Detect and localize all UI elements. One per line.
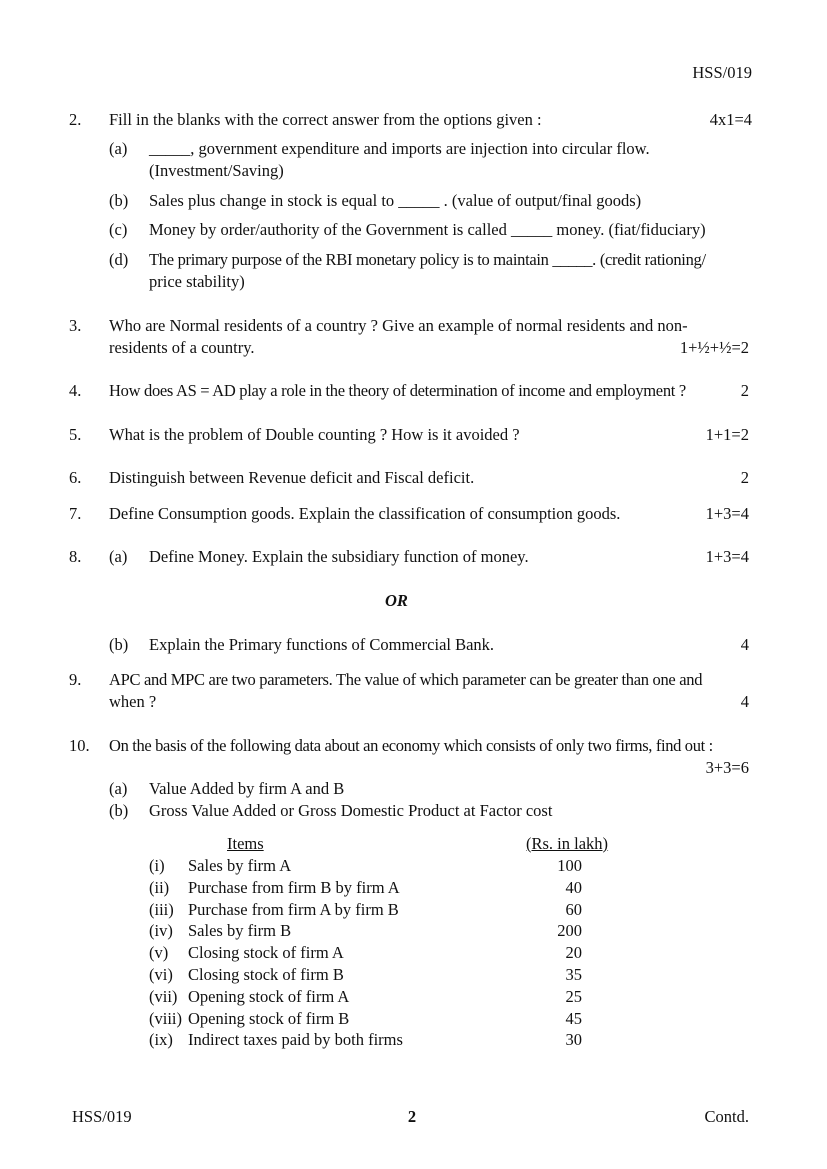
question-number: 3. bbox=[69, 316, 82, 335]
row-item: Opening stock of firm A bbox=[188, 987, 350, 1006]
part-label: (b) bbox=[109, 801, 129, 820]
row-number: (iv) bbox=[149, 921, 173, 940]
part-text: The primary purpose of the RBI monetary policy is to maintain _____. (credit rationing/ bbox=[149, 250, 706, 269]
part-label: (c) bbox=[109, 220, 128, 239]
part-label: (b) bbox=[109, 635, 129, 654]
table-header-value: (Rs. in lakh) bbox=[526, 834, 609, 853]
row-number: (i) bbox=[149, 856, 165, 875]
page-number: 2 bbox=[407, 1107, 417, 1126]
question-marks: 1+½+½=2 bbox=[679, 338, 749, 357]
row-item: Indirect taxes paid by both firms bbox=[188, 1030, 403, 1049]
part-text: Money by order/authority of the Government is called _____ money. (fiat/fiduciary) bbox=[149, 220, 706, 239]
part-text: _____, government expenditure and imports are injection into circular flow. bbox=[149, 139, 650, 158]
question-text: Distinguish between Revenue deficit and Fiscal deficit. bbox=[109, 468, 475, 487]
row-value: 40 bbox=[565, 878, 582, 897]
row-value: 200 bbox=[557, 921, 582, 940]
question-marks: 2 bbox=[740, 468, 749, 487]
question-number: 10. bbox=[69, 736, 90, 755]
question-text: On the basis of the following data about an economy which consists of only two firms, find out : bbox=[109, 736, 713, 755]
question-marks: 4 bbox=[740, 692, 749, 711]
part-label: (b) bbox=[109, 191, 129, 210]
footer-code: HSS/019 bbox=[72, 1107, 132, 1126]
question-number: 6. bbox=[69, 468, 82, 487]
part-text: Define Money. Explain the subsidiary function of money. bbox=[149, 547, 529, 566]
question-text: What is the problem of Double counting ? How is it avoided ? bbox=[109, 425, 520, 444]
table-header-items: Items bbox=[227, 834, 264, 853]
question-marks: 1+3=4 bbox=[705, 504, 749, 523]
question-marks: 3+3=6 bbox=[705, 758, 749, 777]
question-text: Who are Normal residents of a country ? Give an example of normal residents and non- bbox=[109, 316, 688, 335]
question-text-cont: when ? bbox=[109, 692, 157, 711]
row-item: Purchase from firm A by firm B bbox=[188, 900, 399, 919]
row-number: (ii) bbox=[149, 878, 170, 897]
row-value: 25 bbox=[565, 987, 582, 1006]
row-number: (vi) bbox=[149, 965, 173, 984]
part-text: Gross Value Added or Gross Domestic Product at Factor cost bbox=[149, 801, 553, 820]
question-marks: 4x1=4 bbox=[709, 110, 752, 129]
question-number: 8. bbox=[69, 547, 82, 566]
part-label: (a) bbox=[109, 139, 128, 158]
footer-contd: Contd. bbox=[704, 1107, 749, 1126]
question-text: How does AS = AD play a role in the theory of determination of income and employment ? bbox=[109, 381, 686, 400]
part-label: (d) bbox=[109, 250, 129, 269]
part-text-cont: price stability) bbox=[149, 272, 245, 291]
question-number: 9. bbox=[69, 670, 82, 689]
question-text-cont: residents of a country. bbox=[109, 338, 255, 357]
row-number: (v) bbox=[149, 943, 169, 962]
row-number: (ix) bbox=[149, 1030, 173, 1049]
question-marks: 1+3=4 bbox=[705, 547, 749, 566]
question-number: 7. bbox=[69, 504, 82, 523]
header-code: HSS/019 bbox=[692, 63, 752, 82]
row-item: Opening stock of firm B bbox=[188, 1009, 350, 1028]
part-text: Value Added by firm A and B bbox=[149, 779, 345, 798]
question-text: Define Consumption goods. Explain the classification of consumption goods. bbox=[109, 504, 621, 523]
row-item: Closing stock of firm A bbox=[188, 943, 344, 962]
row-item: Closing stock of firm B bbox=[188, 965, 344, 984]
or-divider: OR bbox=[385, 591, 408, 610]
question-text: Fill in the blanks with the correct answer from the options given : bbox=[109, 110, 542, 129]
question-marks: 2 bbox=[740, 381, 749, 400]
row-number: (viii) bbox=[149, 1009, 182, 1028]
question-number: 4. bbox=[69, 381, 82, 400]
part-label: (a) bbox=[109, 779, 128, 798]
question-marks: 4 bbox=[740, 635, 749, 654]
row-value: 60 bbox=[565, 900, 582, 919]
row-value: 100 bbox=[557, 856, 582, 875]
row-value: 20 bbox=[565, 943, 582, 962]
part-label: (a) bbox=[109, 547, 128, 566]
row-item: Purchase from firm B by firm A bbox=[188, 878, 400, 897]
part-text: Sales plus change in stock is equal to _____ . (value of output/final goods) bbox=[149, 191, 642, 210]
row-number: (vii) bbox=[149, 987, 178, 1006]
question-number: 5. bbox=[69, 425, 82, 444]
row-number: (iii) bbox=[149, 900, 174, 919]
part-text-cont: (Investment/Saving) bbox=[149, 161, 284, 180]
part-text: Explain the Primary functions of Commercial Bank. bbox=[149, 635, 495, 654]
row-item: Sales by firm A bbox=[188, 856, 292, 875]
row-value: 35 bbox=[565, 965, 582, 984]
question-number: 2. bbox=[69, 110, 82, 129]
row-value: 45 bbox=[565, 1009, 582, 1028]
question-marks: 1+1=2 bbox=[705, 425, 749, 444]
question-text: APC and MPC are two parameters. The value of which parameter can be greater than one and bbox=[109, 670, 703, 689]
row-item: Sales by firm B bbox=[188, 921, 292, 940]
row-value: 30 bbox=[565, 1030, 582, 1049]
